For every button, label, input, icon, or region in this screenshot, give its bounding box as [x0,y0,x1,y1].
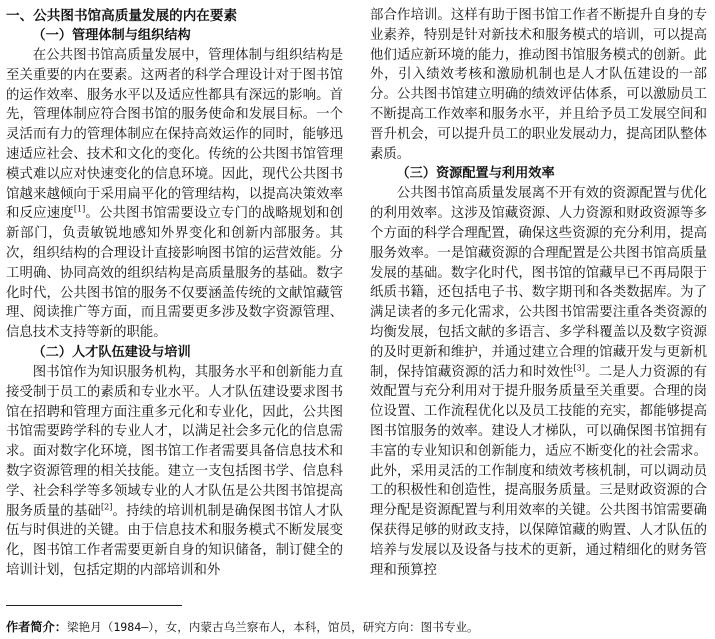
citation-ref[interactable]: [2] [100,502,113,512]
subsection-heading-management: （一）管理体制与组织结构 [32,28,191,43]
footnote-text: 梁艳月（1984—），女，内蒙古乌兰察布人，本科，馆员，研究方向：图书专业。 [66,620,479,634]
paragraph-text: 图书馆作为知识服务机构，其服务水平和创新能力直接受制于员工的素质和专业水平。人才队伍建设要求图书馆在招聘和管理方面注重多元化和专业化，因此，公共图书馆需要跨学科的专业人才，以满足社会多元化的信息需求。面对数字化环境，图书馆工作者需要具备信息技术和数字资源管理的相关技能。建立一支包括图书学、信息科学、社会科学等多领域专业的人才队伍是公共图书馆提高服务质量的基础 [6,364,343,519]
paragraph-text: 。二是人力资源的有效配置与充分利用对于提升服务质量至关重要。合理的岗位设置、工作流程优化以及员工技能的充实，都能够提高图书馆服务的效率。建设人才梯队，可以确保图书馆拥有丰富的专业知识和创新能力，适应不断变化的社会需求。此外，采用灵活的工作制度和绩效考核机制，可以调动员工的积极性和创造性，提高服务质量。三是财政资源的合理分配是资源配置与利用效率的关键。公共图书馆需要确保获得足够的财政支持，以保障馆藏的购置、人才队伍的培养与发展以及设备与技术的更新，通过精细化的财务管理和预算控 [370,364,708,578]
paragraph-talent [6,363,343,581]
author-footnote [6,619,706,635]
section-heading: 一、公共图书馆高质量发展的内在要素 [6,8,238,24]
paragraph-text: 。公共图书馆需要设立专门的战略规划和创新部门，负责敏锐地感知外界变化和创新内部服务。其次，组织结构的合理设计直接影响图书馆的运营效能。分工明确、协同高效的组织结构是高质量服务的基础。数字化时代，公共图书馆的服务不仅要涵盖传统的文献馆藏管理、阅读推广等方面，而且需要更多涉及数字资源管理、信息技术支持等新的职能。 [6,206,344,341]
citation-ref[interactable]: [1] [73,204,86,214]
left-column [6,6,343,581]
paragraph-text: 。持续的培训机制是确保图书馆人才队伍与时俱进的关键。由于信息技术和服务模式不断发展变化，图书馆工作者需要更新自身的知识储备，制订健全的培训计划，包括定期的内部培训和外 [6,503,344,578]
footnote-divider [6,605,182,606]
paragraph-resources [370,184,707,580]
subsection-heading-talent: （二）人才队伍建设与培训 [32,344,191,360]
footnote-label: 作者简介： [6,620,67,634]
citation-ref[interactable]: [3] [573,363,585,373]
paragraph-management [6,46,343,343]
right-column [370,6,707,580]
subsection-heading-resources: （三）资源配置与利用效率 [396,166,555,182]
paragraph-text: 公共图书馆高质量发展离不开有效的资源配置与优化的利用效率。这涉及馆藏资源、人力资源和财政资源等多个方面的科学合理配置，确保这些资源的充分利用，提高服务效率。一是馆藏资源的合理配置是公共图书馆高质量发展的基础。数字化时代，图书馆的馆藏早已不再局限于纸质书籍，还包括电子书、数字期刊和各类数据库。为了满足读者的多元化需求，公共图书馆需要注重各类资源的均衡发展，包括文献的多语言、多学科覆盖以及数字资源的及时更新和维护，并通过建立合理的馆藏开发与更新机制，保持馆藏资源的活力和时效性 [370,186,707,380]
paragraph-text: 在公共图书馆高质量发展中，管理体制与组织结构是至关重要的内在要素。这两者的科学合理设计对于图书馆的运作效率、服务水平以及适应性都具有深远的影响。首先，管理体制应符合图书馆的服务使命和发展目标。一个灵活而有力的管理体制应在保持高效运作的同时，能够迅速适应社会、技术和文化的变化。传统的公共图书馆管理模式难以应对快速变化的信息环境。因此，现代公共图书馆越来越倾向于采用扁平化的管理结构，以提高决策效率和反应速度 [6,48,343,222]
paragraph-talent-continued: 部合作培训。这样有助于图书馆工作者不断提升自身的专业素养，特别是针对新技术和服务模式的培训，可以提高他们适应新环境的能力，推动图书馆服务模式的创新。此外，引入绩效考核和激励机制也是人才队伍建设的一部分。公共图书馆建立明确的绩效评估体系，可以激励员工不断提高工作效率和服务水平，并且给予员工发展空间和晋升机会，可以提升员工的职业发展动力，提高团队整体素质。 [370,8,707,162]
